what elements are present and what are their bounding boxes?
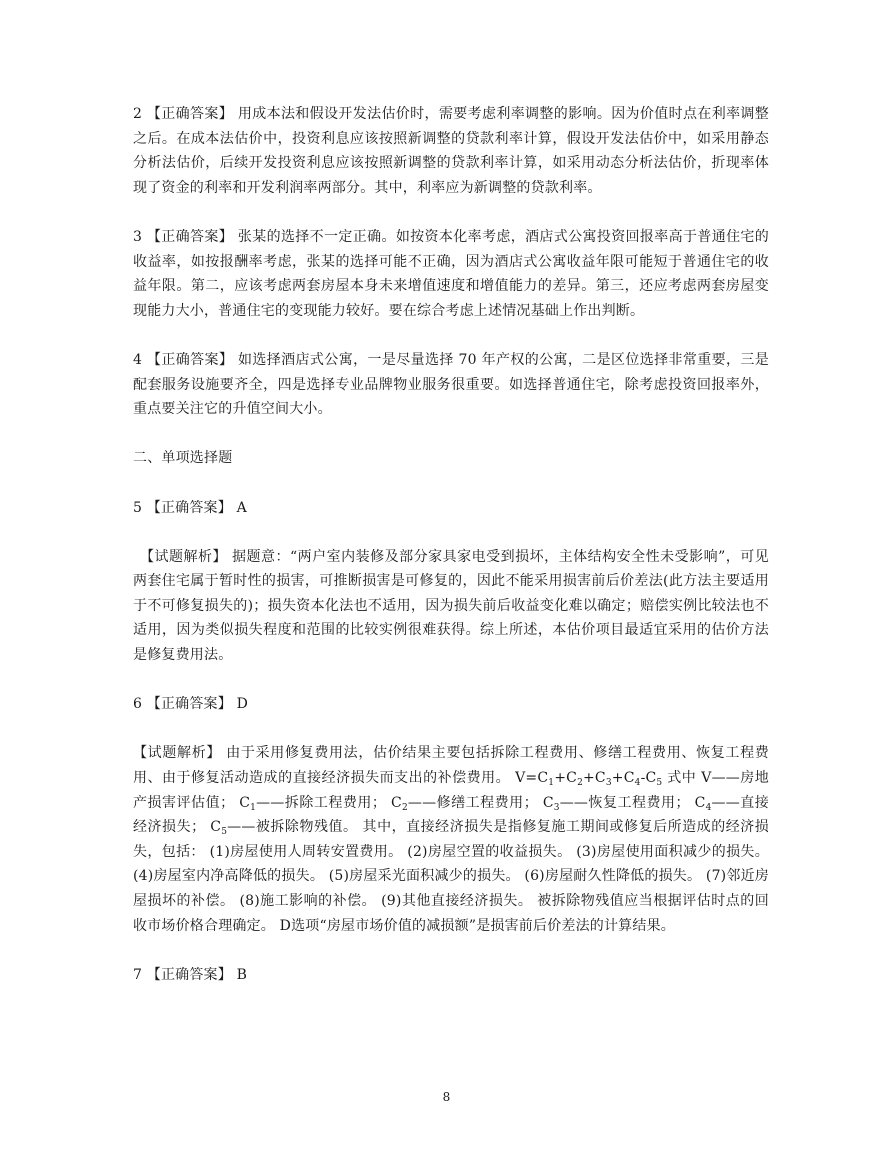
answer-3: 3 【正确答案】 张某的选择不一定正确。如按资本化率考虑，酒店式公寓投资回报率高于普通住宅的收益率，如按报酬率考虑，张某的选择可能不正确，因为酒店式公寓收益年限可能短于普通住宅的收益年限。第二，应该考虑两套房屋本身未来增值速度和增值能力的差异。第三，还应考虑两套房屋变现能力大小，普通住宅的变现能力较好。要在综合考虑上述情况基础上作出判断。 [133, 228, 769, 319]
page-number: 8 [442, 1090, 451, 1104]
analysis-6: 【试题解析】 由于采用修复费用法，估价结果主要包括拆除工程费用、修缮工程费用、恢复工程费用、由于修复活动造成的直接经济损失而支出的补偿费用。 $V=C_1+C_2+C_3+C_4-C_5$ 式中 V——房地产损害评估值； $C_1——$拆除工程费用； $C_2——$修缮工程费用； $C_3——$恢复工程费用； $C_4——$直接经济损失； $C_5——$被拆除物残值。 其中，直接经济损失是指修复施工期间或修复后所造成的经济损失，包括： (1)房屋使用人周转安置费用。 (2)房屋空置的收益损失。 (3)房屋使用面积减少的损失。 (4)房屋室内净高降低的损失。 (5)房屋采光面积减少的损失。 (6)房屋耐久性降低的损失。 (7)邻近房屋损坏的补偿。 (8)施工影响的补偿。 (9)其他直接经济损失。 被拆除物残值应当根据评估时点的回收市场价格合理确定。 D选项“房屋市场价值的减损额”是损害前后价差法的计算结果。 [133, 745, 769, 934]
analysis-5: 【试题解析】 据题意：“两户室内装修及部分家具家电受到损坏，主体结构安全性未受影响”，可见两套住宅属于暂时性的损害，可推断损害是可修复的，因此不能采用损害前后价差法(此方法主要适用于不可修复损失的)；损失资本化法也不适用，因为损失前后收益变化难以确定；赔偿实例比较法也不适用，因为类似损失程度和范围的比较实例很难获得。综上所述，本估价项目最适宜采用的估价方法是修复费用法。 [133, 548, 769, 664]
answer-6: 6 【正确答案】 D [133, 696, 249, 713]
page-content [133, 102, 769, 1012]
answer-2: 2 【正确答案】 用成本法和假设开发法估价时，需要考虑利率调整的影响。因为价值时点在利率调整之后。在成本法估价中，投资利息应该按照新调整的贷款利率计算，假设开发法估价中，如采用静态分析法估价，后续开发投资利息应该按照新调整的贷款利率计算，如采用动态分析法估价，折现率体现了资金的利率和开发利润率两部分。其中，利率应为新调整的贷款利率。 [133, 106, 769, 196]
answer-5: 5 【正确答案】 A [133, 499, 247, 516]
section-heading-single-choice: 二、单项选择题 [133, 450, 233, 467]
answer-7: 7 【正确答案】 B [133, 966, 248, 983]
answer-4: 4 【正确答案】 如选择酒店式公寓，一是尽量选择 70 年产权的公寓，二是区位选择非常重要，三是配套服务设施要齐全，四是选择专业品牌物业服务很重要。如选择普通住宅，除考虑投资回报率外，重点要关注它的升值空间大小。 [133, 351, 769, 418]
